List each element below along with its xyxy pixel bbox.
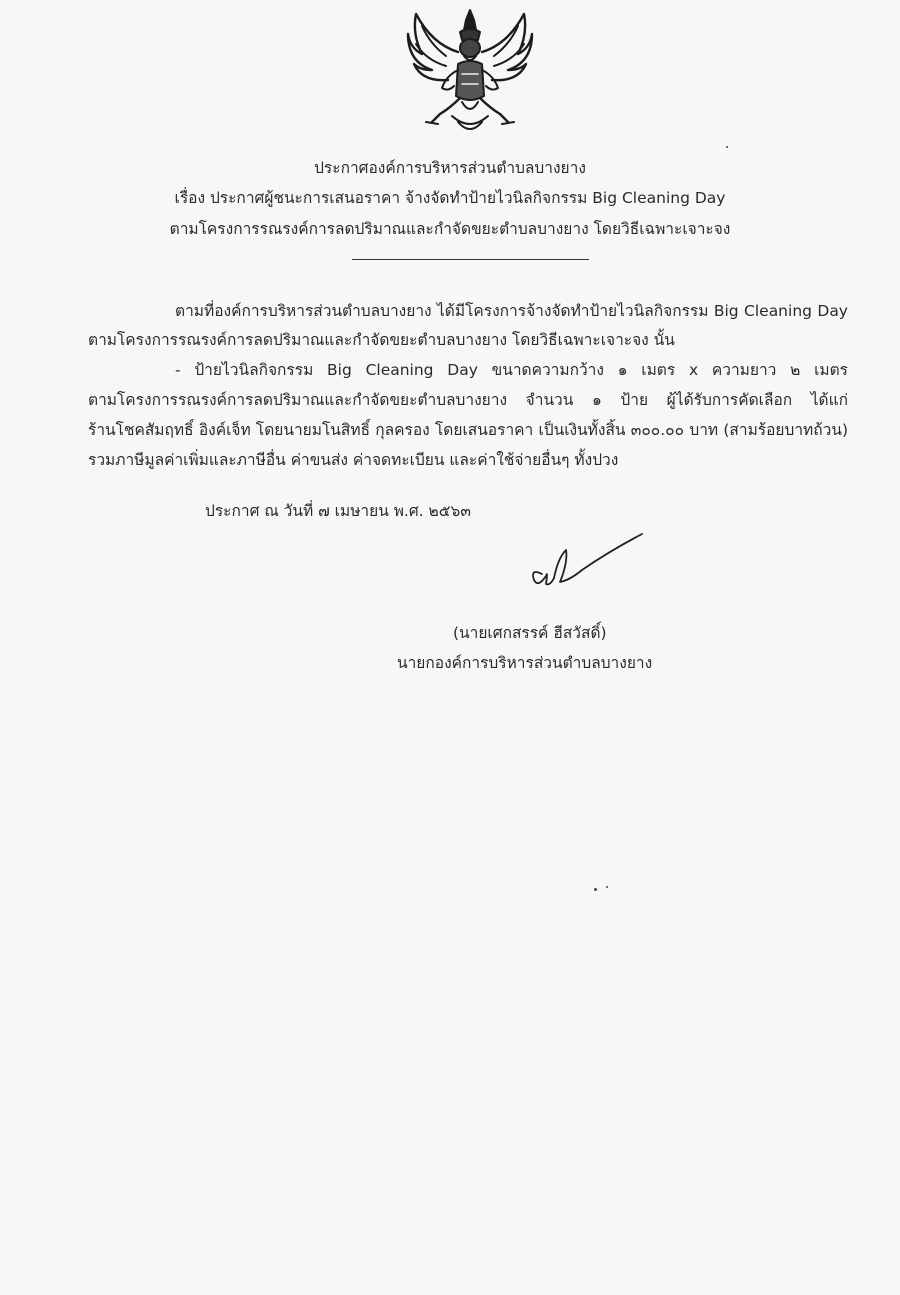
item-line4: รวมภาษีมูลค่าเพิ่มและภาษีอื่น ค่าขนส่ง ค่าจดทะเบียน และค่าใช้จ่ายอื่นๆ ทั้งปวง [88,451,619,469]
signatory-name: (นายเศกสรรค์ ฮีสวัสดิ์) [453,624,607,642]
header-divider [352,259,589,260]
org-title: ประกาศองค์การบริหารส่วนตำบลบางยาง [314,159,586,177]
scan-speck [606,886,608,888]
garuda-emblem-icon [402,4,538,138]
handwritten-signature-icon [520,528,650,598]
subject-line: เรื่อง ประกาศผู้ชนะการเสนอราคา จ้างจัดทำป้ายไวนิลกิจกรรม Big Cleaning Day [174,189,726,207]
announce-date: ประกาศ ณ วันที่ ๗ เมษายน พ.ศ. ๒๕๖๓ [205,502,471,520]
scan-speck [726,146,728,148]
item-line1: - ป้ายไวนิลกิจกรรม Big Cleaning Day ขนาดความกว้าง ๑ เมตร x ความยาว ๒ เมตร [175,361,848,379]
item-line3: ร้านโชคสัมฤทธิ์ อิงค์เจ็ท โดยนายมโนสิทธิ์ กุลครอง โดยเสนอราคา เป็นเงินทั้งสิ้น ๓๐๐.๐๐ บาท (สามร้อยบาทถ้วน) [88,421,848,439]
scan-speck [594,888,597,891]
para1-line1: ตามที่องค์การบริหารส่วนตำบลบางยาง ได้มีโครงการจ้างจัดทำป้ายไวนิลกิจกรรม Big Cleaning Day [175,302,848,320]
para1-line2: ตามโครงการรณรงค์การลดปริมาณและกำจัดขยะตำบลบางยาง โดยวิธีเฉพาะเจาะจง นั้น [88,331,675,349]
project-line: ตามโครงการรณรงค์การลดปริมาณและกำจัดขยะตำบลบางยาง โดยวิธีเฉพาะเจาะจง [169,220,731,238]
item-line2: ตามโครงการรณรงค์การลดปริมาณและกำจัดขยะตำบลบางยาง จำนวน ๑ ป้าย ผู้ได้รับการคัดเลือก ได้แก่ [88,391,848,409]
signatory-title: นายกองค์การบริหารส่วนตำบลบางยาง [397,654,653,672]
